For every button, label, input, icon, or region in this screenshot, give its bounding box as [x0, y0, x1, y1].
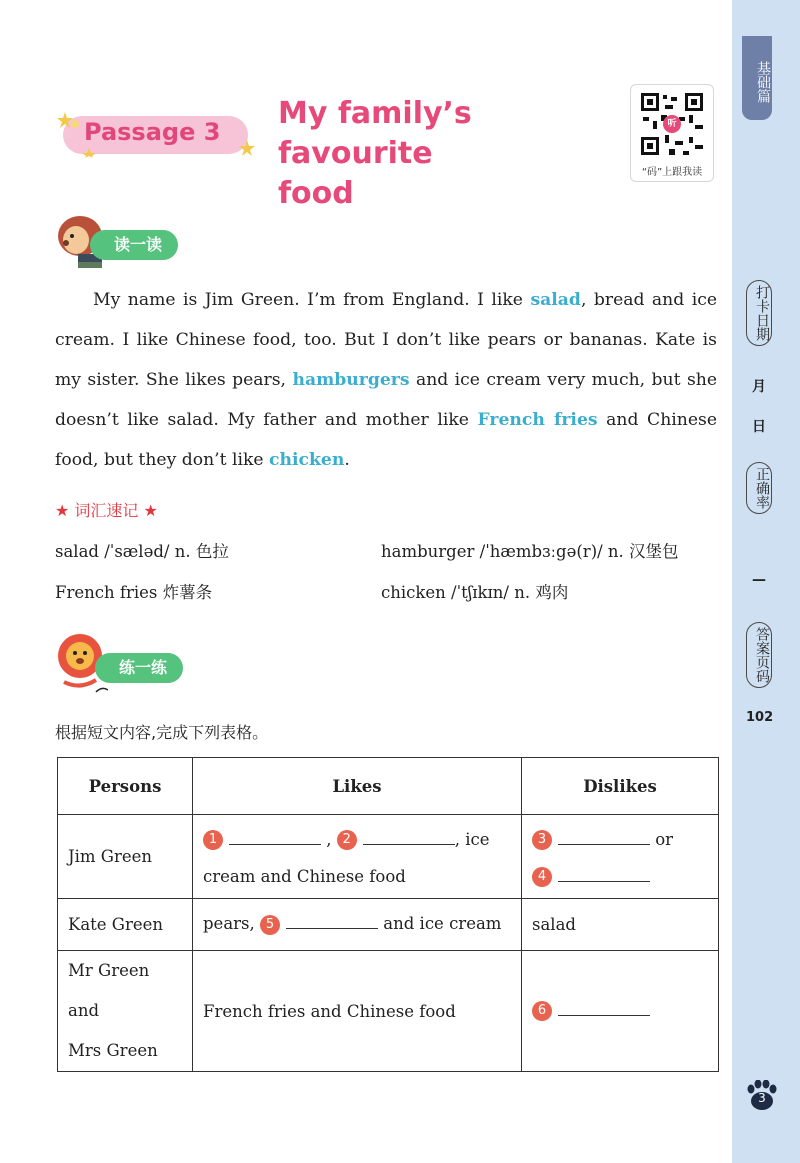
accuracy-dash: — — [752, 572, 766, 588]
keyword-salad: salad — [530, 290, 581, 310]
blank-number-1: 1 — [203, 830, 223, 850]
answer-blank-2[interactable] — [363, 830, 455, 845]
qr-caption: “码”上跟我读 — [641, 167, 703, 178]
keyword-french-fries: French fries — [477, 410, 598, 430]
checkin-date-label: 打卡日期 — [746, 280, 772, 346]
person-cell: Jim Green — [58, 815, 193, 899]
dislikes-cell — [522, 951, 719, 1072]
instruction-text: 根据短文内容,完成下列表格。 — [55, 723, 269, 742]
listen-badge: 听 — [667, 119, 677, 129]
blank-number-5: 5 — [260, 915, 280, 935]
keyword-hamburgers: hamburgers — [292, 370, 410, 390]
likes-cell: 1 , 2 , ice cream and Chinese food — [193, 815, 522, 899]
passage-text: , bread and ice cream. I like Chinese food, too. But I don’t like pears or bananas. Kate is my sister. She likes pears, — [55, 290, 717, 390]
day-label: 日 — [752, 419, 766, 435]
answer-page-number: 102 — [746, 710, 774, 725]
blank-number-4: 4 — [532, 867, 552, 887]
person-line-2: Mrs Green — [68, 1041, 158, 1060]
blank-number-2: 2 — [337, 830, 357, 850]
table-row — [58, 951, 719, 1072]
keyword-chicken: chicken — [269, 450, 345, 470]
likes-cell — [193, 899, 522, 951]
passage-text: My name is Jim Green. I’m from England. I like — [93, 290, 531, 310]
passage-text: and ice cream very much, but she doesn’t like salad. My father and mother like — [55, 370, 718, 430]
answer-blank-1[interactable] — [229, 830, 321, 845]
likes-cell: French fries and Chinese food — [193, 951, 522, 1072]
section-label: 基础篇 — [742, 36, 772, 120]
person-cell — [58, 951, 193, 1072]
person-line-1: Mr Green and — [68, 961, 150, 1020]
table-header-row — [58, 758, 719, 815]
header-persons: Persons — [58, 758, 193, 815]
dislikes-cell — [522, 815, 719, 899]
page-title — [278, 94, 623, 214]
answer-blank-4[interactable] — [558, 867, 650, 882]
dislikes-cell: salad — [522, 899, 719, 951]
likes-prefix-text: pears, — [203, 914, 255, 934]
passage-paragraph — [55, 280, 717, 480]
blank-number-3: 3 — [532, 830, 552, 850]
passage-text: and Chinese food, but they don’t like — [55, 410, 717, 470]
answer-blank-5[interactable] — [286, 914, 378, 929]
blank-number-6: 6 — [532, 1001, 552, 1021]
vocab-chicken: chicken /ˈtʃɪkɪn/ n. 鸡肉 — [381, 583, 569, 602]
vocab-title: ★ 词汇速记 ★ — [55, 501, 158, 520]
vocab-salad: salad /ˈsæləd/ n. 色拉 — [55, 542, 229, 561]
answer-page-label: 答案页码 — [746, 622, 772, 688]
reading-passage — [55, 280, 717, 480]
page-number: 3 — [758, 1091, 766, 1105]
title-line-1: My family’s favourite — [278, 96, 472, 171]
vocab-hamburger: hamburger /ˈhæmbɜːgə(r)/ n. 汉堡包 — [381, 542, 679, 561]
likes-tail-text: and ice cream — [383, 914, 502, 934]
answer-blank-3[interactable] — [558, 830, 650, 845]
vocab-french-fries: French fries 炸薯条 — [55, 583, 213, 602]
answer-table — [57, 757, 719, 1072]
read-section-badge: 读一读 — [90, 230, 178, 260]
or-text: or — [655, 829, 674, 849]
likes-tail-text: , ice — [454, 829, 490, 849]
passage-label: Passage 3 — [84, 118, 221, 146]
table-row — [58, 815, 719, 899]
person-cell: Kate Green — [58, 899, 193, 951]
accuracy-label: 正确率 — [746, 462, 772, 514]
header-dislikes: Dislikes — [522, 758, 719, 815]
title-line-2: food — [278, 176, 354, 211]
practice-section-badge: 练一练 — [95, 653, 183, 683]
answer-blank-6[interactable] — [558, 1001, 650, 1016]
table-row — [58, 899, 719, 951]
month-label: 月 — [752, 379, 766, 395]
header-likes: Likes — [193, 758, 522, 815]
likes-line-2: cream and Chinese food — [203, 866, 406, 886]
passage-text: . — [344, 450, 350, 470]
